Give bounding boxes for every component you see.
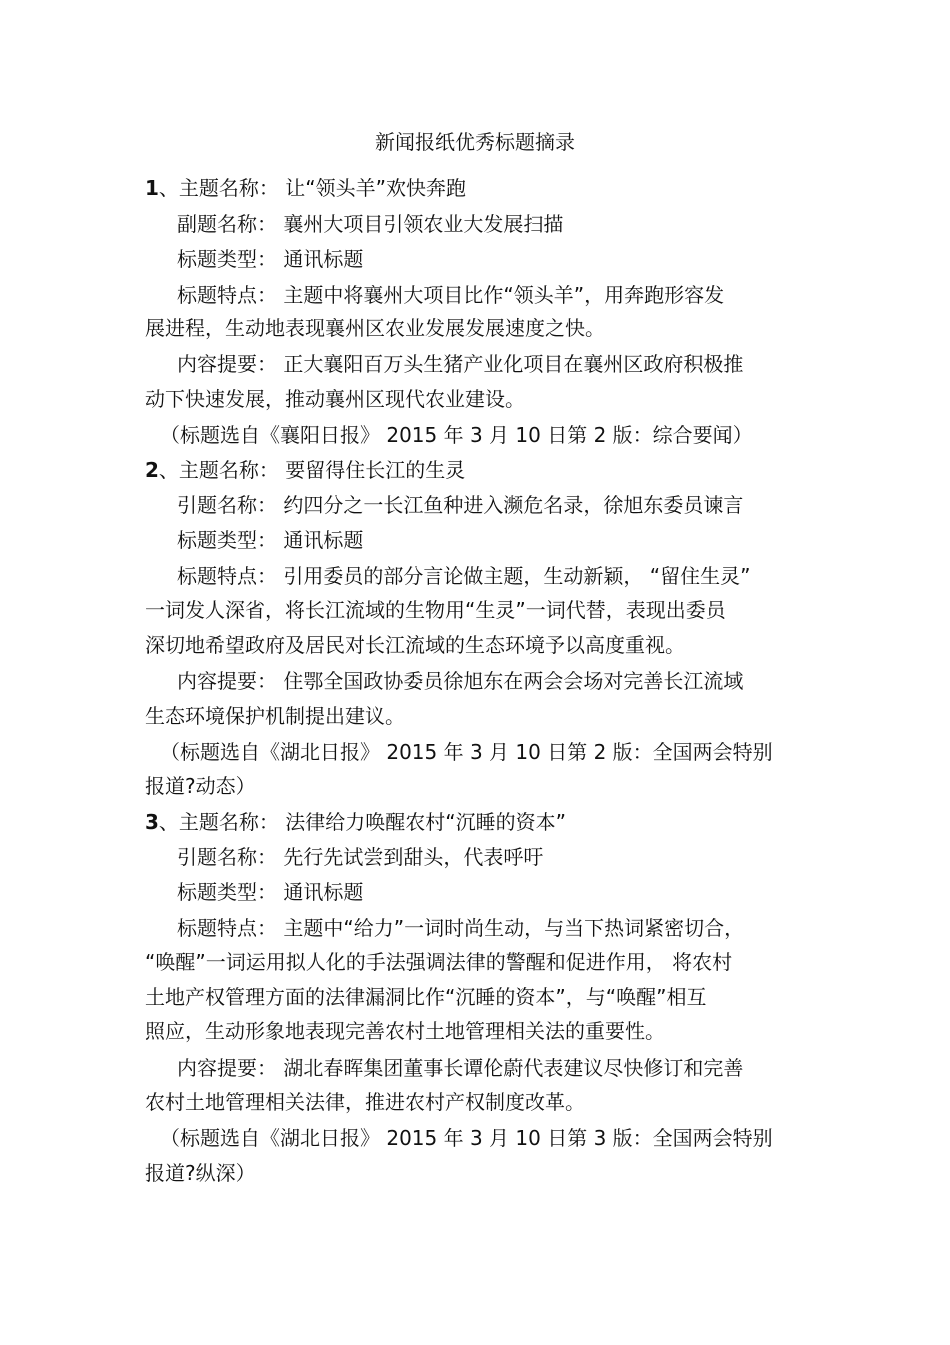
entry-3-summary-line-1: 内容提要： 湖北春晖集团董事长谭伦蔚代表建议尽快修订和完善 xyxy=(177,1056,744,1080)
entry-3-number: 3 xyxy=(145,810,159,834)
entry-3-feature-line-2: “唤醒”一词运用拟人化的手法强调法律的警醒和促进作用， 将农村 xyxy=(145,950,733,974)
entry-1-number: 1 xyxy=(145,176,159,200)
entry-3-source-line-1: （标题选自《湖北日报》 2015 年 3 月 10 日第 3 版：全国两会特别 xyxy=(160,1126,773,1150)
entry-2-feature-line-1: 标题特点： 引用委员的部分言论做主题，生动新颖， “留住生灵” xyxy=(177,564,751,588)
entry-1-feature-line-1: 标题特点： 主题中将襄州大项目比作“领头羊”，用奔跑形容发 xyxy=(177,283,725,307)
entry-3-feature-line-4: 照应，生动形象地表现完善农村土地管理相关法的重要性。 xyxy=(145,1019,665,1043)
entry-3-feature-line-1: 标题特点： 主题中“给力”一词时尚生动，与当下热词紧密切合， xyxy=(177,916,745,940)
entry-1-main-text: 、主题名称： 让“领头羊”欢快奔跑 xyxy=(158,176,467,200)
entry-2-main-title xyxy=(145,455,815,485)
entry-1-subtitle: 副题名称： 襄州大项目引领农业大发展扫描 xyxy=(177,212,564,236)
entry-2-number: 2 xyxy=(145,458,159,482)
entry-3-main-text: 、主题名称： 法律给力唤醒农村“沉睡的资本” xyxy=(158,810,567,834)
entry-2-source-line-2: 报道?动态） xyxy=(145,774,256,798)
entry-2-main-text: 、主题名称： 要留得住长江的生灵 xyxy=(158,458,466,482)
entry-2-feature-line-3: 深切地希望政府及居民对长江流域的生态环境予以高度重视。 xyxy=(145,633,685,657)
entry-3-summary-line-2: 农村土地管理相关法律，推进农村产权制度改革。 xyxy=(145,1090,585,1114)
entry-1-summary-line-1: 内容提要： 正大襄阳百万头生猪产业化项目在襄州区政府积极推 xyxy=(177,352,744,376)
entry-1-type: 标题类型： 通讯标题 xyxy=(177,247,364,271)
entry-2-source-line-1: （标题选自《湖北日报》 2015 年 3 月 10 日第 2 版：全国两会特别 xyxy=(160,740,773,764)
entry-2-subtitle: 引题名称： 约四分之一长江鱼种进入濒危名录，徐旭东委员谏言 xyxy=(177,493,744,517)
document-title: 新闻报纸优秀标题摘录 xyxy=(375,130,575,154)
entry-3-type: 标题类型： 通讯标题 xyxy=(177,880,364,904)
entry-3-main-title xyxy=(145,807,815,837)
entry-2-summary-line-1: 内容提要： 住鄂全国政协委员徐旭东在两会会场对完善长江流域 xyxy=(177,669,744,693)
entry-3-source-line-2: 报道?纵深） xyxy=(145,1161,256,1185)
entry-2-feature-line-2: 一词发人深省，将长江流域的生物用“生灵”一词代替，表现出委员 xyxy=(145,598,726,622)
entry-1-main-title xyxy=(145,173,815,203)
entry-3-feature-line-3: 土地产权管理方面的法律漏洞比作“沉睡的资本”，与“唤醒”相互 xyxy=(145,985,707,1009)
entry-2-type: 标题类型： 通讯标题 xyxy=(177,528,364,552)
entry-1-feature-line-2: 展进程，生动地表现襄州区农业发展发展速度之快。 xyxy=(145,316,605,340)
entry-3-subtitle: 引题名称： 先行先试尝到甜头，代表呼吁 xyxy=(177,845,544,869)
entry-2-summary-line-2: 生态环境保护机制提出建议。 xyxy=(145,704,405,728)
entry-1-source-line-1: （标题选自《襄阳日报》 2015 年 3 月 10 日第 2 版：综合要闻） xyxy=(160,423,753,447)
entry-1-summary-line-2: 动下快速发展，推动襄州区现代农业建设。 xyxy=(145,387,525,411)
